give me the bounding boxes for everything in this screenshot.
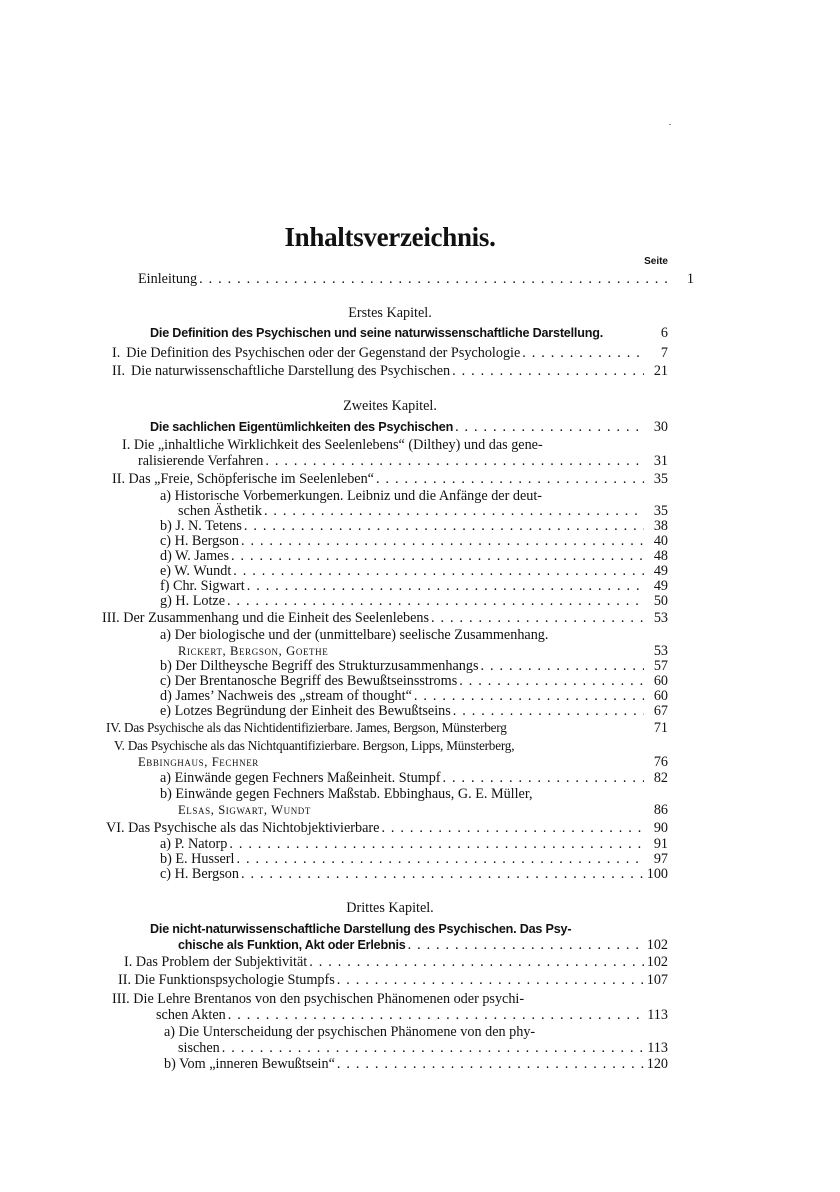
- chapter-title-3[interactable]: chische als Funktion, Akt oder Erlebnis . . . 102: [178, 937, 668, 953]
- toc-entry-3-iii-a[interactable]: sischen . . . 113: [178, 1040, 668, 1056]
- toc-entry-3-ii[interactable]: II. Die Funktionspsychologie Stumpfs . . . 107: [118, 972, 668, 988]
- chapter-heading-2: Zweites Kapitel.: [343, 398, 437, 414]
- toc-entry-2-ii-d[interactable]: d) W. James . . . 48: [160, 548, 668, 564]
- entry-label: Einleitung: [138, 271, 198, 287]
- toc-entry-2-ii-c[interactable]: c) H. Bergson . . . 40: [160, 533, 668, 549]
- toc-entry-2-v-b-line1[interactable]: b) Einwände gegen Fechners Maßstab. Ebbinghaus, G. E. Müller,: [160, 786, 533, 802]
- toc-entry-1-i[interactable]: I. Die Definition des Psychischen oder der Gegenstand der Psychologie . . . 7: [112, 345, 668, 361]
- toc-entry-2-ii-f[interactable]: f) Chr. Sigwart . . . 49: [160, 578, 668, 594]
- toc-entry-2-ii-e[interactable]: e) W. Wundt . . . 49: [160, 563, 668, 579]
- toc-entry-3-iii-b[interactable]: b) Vom „inneren Bewußtsein“ . . . 120: [164, 1056, 668, 1072]
- toc-entry-2-vi[interactable]: VI. Das Psychische als das Nichtobjektivierbare . . . 90: [106, 820, 668, 836]
- toc-entry-2-iii-d[interactable]: d) James’ Nachweis des „stream of thought“ . . . 60: [160, 688, 668, 704]
- toc-entry-2-vi-c[interactable]: c) H. Bergson . . . 100: [160, 866, 668, 882]
- chapter-heading-1: Erstes Kapitel.: [348, 305, 432, 321]
- chapter-heading-3: Drittes Kapitel.: [346, 900, 434, 916]
- toc-entry-2-iv[interactable]: IV. Das Psychische als das Nichtidentifizierbare. James, Bergson, Münsterberg 71: [106, 720, 668, 736]
- toc-entry-2-v-a[interactable]: a) Einwände gegen Fechners Maßeinheit. Stumpf . . . 82: [160, 770, 668, 786]
- toc-entry-2-vi-b[interactable]: b) E. Husserl . . . 97: [160, 851, 668, 867]
- toc-entry-2-ii[interactable]: II. Das „Freie, Schöpferische im Seelenleben“ . . . 35: [112, 471, 668, 487]
- toc-entry-2-iii-a-line1[interactable]: a) Der biologische und der (unmittelbare) seelische Zusammenhang.: [160, 627, 549, 643]
- entry-page: 1: [686, 271, 694, 287]
- toc-entry-2-i[interactable]: ralisierende Verfahren . . . 31: [138, 453, 668, 469]
- toc-entry-1-ii[interactable]: II. Die naturwissenschaftliche Darstellung des Psychischen . . . 21: [112, 363, 668, 379]
- toc-entry-2-iii[interactable]: III. Der Zusammenhang und die Einheit des Seelenlebens . . . 53: [102, 610, 668, 626]
- toc-entry-2-ii-g[interactable]: g) H. Lotze . . . 50: [160, 593, 668, 609]
- toc-entry-2-iii-c[interactable]: c) Der Brentanosche Begriff des Bewußtseinsstroms . . . 60: [160, 673, 668, 689]
- page-title: Inhaltsverzeichnis.: [284, 222, 496, 252]
- toc-entry-2-iii-a[interactable]: Rickert, Bergson, Goethe 53: [178, 643, 668, 659]
- chapter-title-2[interactable]: Die sachlichen Eigentümlichkeiten des Psychischen . . . 30: [150, 419, 668, 435]
- toc-entry-3-iii-line1[interactable]: III. Die Lehre Brentanos von den psychischen Phänomenen oder psychi-: [112, 991, 525, 1007]
- toc-entry-2-ii-a-line1[interactable]: a) Historische Vorbemerkungen. Leibniz und die Anfänge der deut-: [160, 488, 543, 504]
- toc-entry-3-i[interactable]: I. Das Problem der Subjektivität . . . 102: [124, 954, 668, 970]
- page-column-label: Seite: [644, 256, 668, 267]
- chapter-title-1[interactable]: Die Definition des Psychischen und seine naturwissenschaftliche Darstellung. 6: [150, 325, 668, 341]
- toc-entry-3-iii-a-line1[interactable]: a) Die Unterscheidung der psychischen Phänomene von den phy-: [164, 1024, 536, 1040]
- toc-entry-2-iii-e[interactable]: e) Lotzes Begründung der Einheit des Bewußtseins . . . 67: [160, 703, 668, 719]
- toc-entry-intro[interactable]: [138, 271, 694, 287]
- toc-entry-3-iii[interactable]: schen Akten . . . 113: [156, 1007, 668, 1023]
- toc-entry-2-vi-a[interactable]: a) P. Natorp . . . 91: [160, 836, 668, 852]
- toc-entry-2-iii-b[interactable]: b) Der Diltheysche Begriff des Strukturzusammenhangs . . . 57: [160, 658, 668, 674]
- chapter-title-3-line1[interactable]: Die nicht-naturwissenschaftliche Darstellung des Psychischen. Das Psy-: [150, 922, 572, 936]
- toc-entry-2-ii-b[interactable]: b) J. N. Tetens . . . 38: [160, 518, 668, 534]
- toc-entry-2-v-b[interactable]: Elsas, Sigwart, Wundt 86: [178, 802, 668, 818]
- toc-entry-2-i-line1[interactable]: I. Die „inhaltliche Wirklichkeit des Seelenlebens“ (Dilthey) und das gene-: [122, 437, 543, 453]
- toc-entry-2-v-line1[interactable]: V. Das Psychische als das Nichtquantifizierbare. Bergson, Lipps, Münsterberg,: [114, 738, 515, 753]
- stray-mark: [669, 124, 671, 125]
- toc-entry-2-v[interactable]: Ebbinghaus, Fechner 76: [138, 754, 668, 770]
- toc-entry-2-ii-a[interactable]: schen Ästhetik . . . 35: [178, 503, 668, 519]
